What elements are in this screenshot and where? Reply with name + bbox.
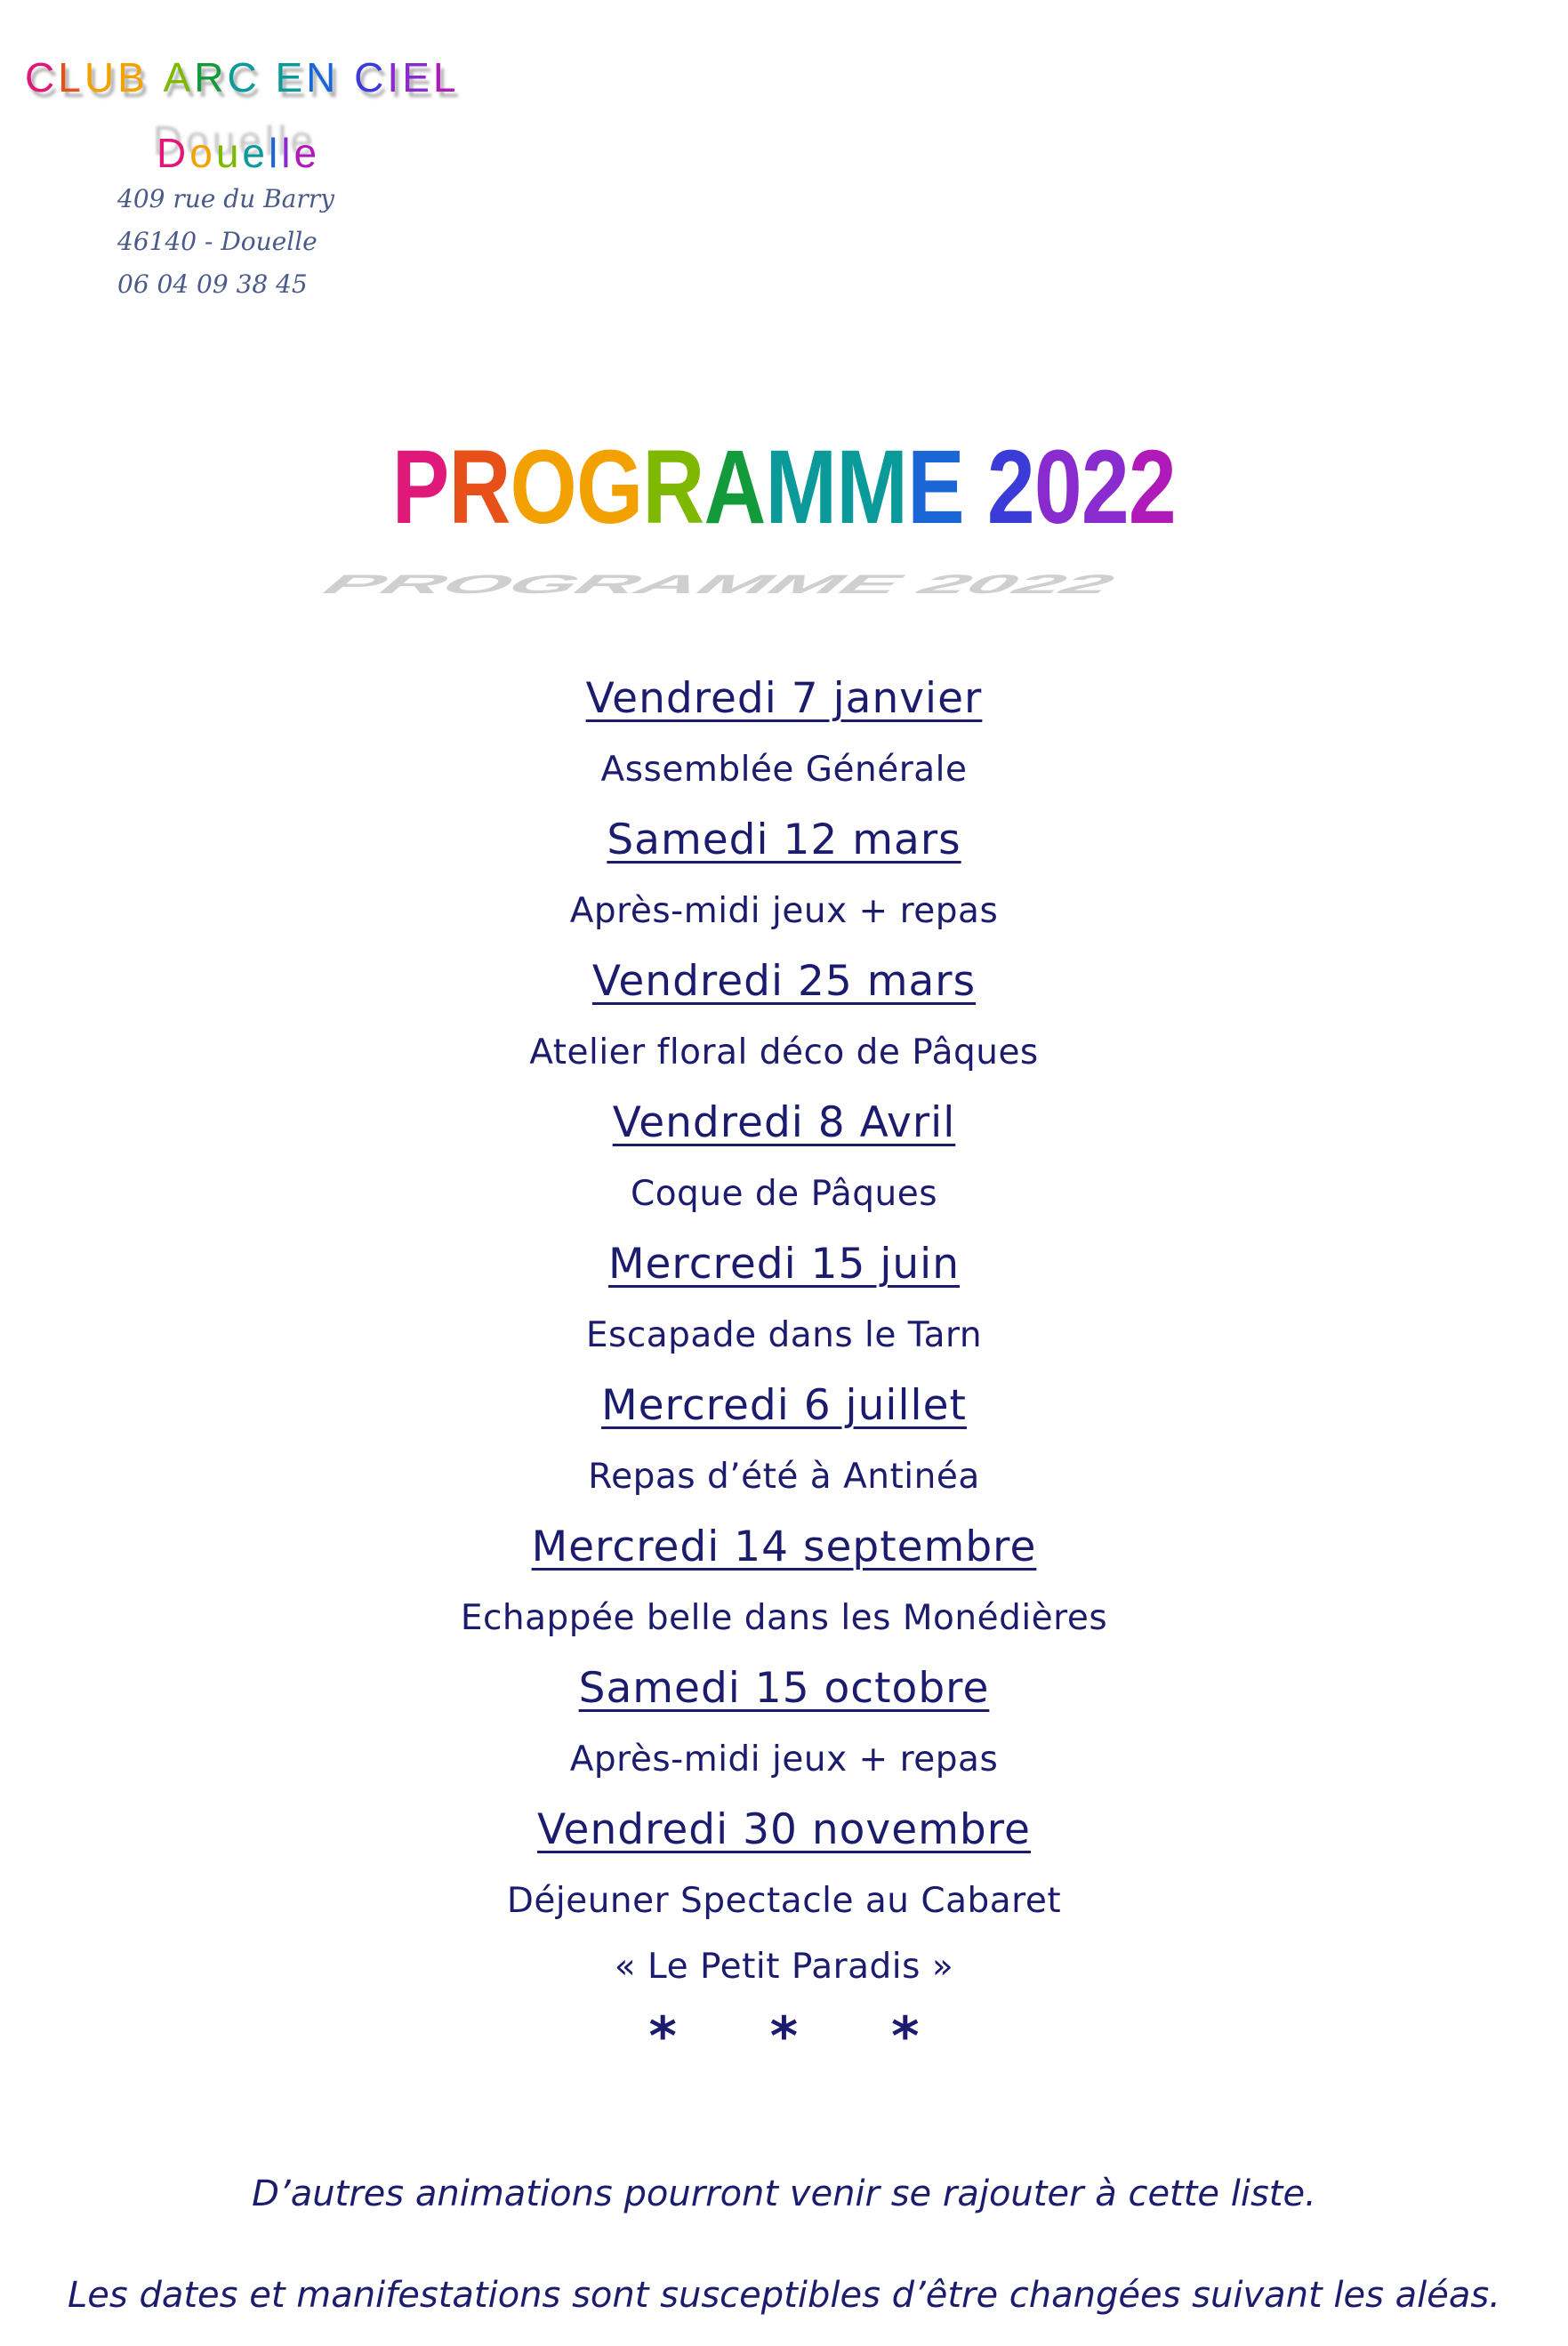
event-date: Samedi 12 mars [607, 815, 961, 864]
page-title-wrap [0, 427, 1568, 599]
event-item [0, 945, 1568, 1087]
page-title-shadow: PROGRAMME 2022 [310, 569, 1129, 599]
event-date: Vendredi 7 janvier [585, 674, 983, 723]
event-date: Mercredi 15 juin [607, 1240, 961, 1289]
page-title [310, 427, 1177, 599]
event-description: Atelier floral déco de Pâques [529, 1032, 1039, 1073]
event-description: Après-midi jeux + repas [569, 1739, 999, 1780]
event-date: Vendredi 25 mars [591, 957, 977, 1006]
address-street: 409 rue du Barry [117, 184, 334, 213]
event-item [0, 1652, 1568, 1794]
page-title-text: PROGRAMME 2022 [391, 429, 1177, 546]
footer-line-1: D’autres animations pourront venir se rajouter à cette liste. [252, 2173, 1316, 2214]
footer-note [0, 2143, 1568, 2346]
event-description: Coque de Pâques [630, 1174, 938, 1214]
event-date: Vendredi 8 Avril [612, 1098, 956, 1147]
event-item [0, 804, 1568, 945]
event-date: Samedi 15 octobre [578, 1664, 990, 1713]
event-item [0, 1794, 1568, 1999]
event-description: Repas d’été à Antinéa [588, 1457, 980, 1497]
address-phone: 06 04 09 38 45 [117, 269, 308, 299]
club-address [117, 178, 334, 306]
event-item [0, 663, 1568, 804]
event-description: Assemblée Générale [600, 750, 968, 790]
event-date: Vendredi 30 novembre [537, 1805, 1031, 1854]
event-description: Après-midi jeux + repas [569, 891, 999, 931]
event-description: Déjeuner Spectacle au Cabaret [506, 1881, 1062, 1921]
event-description: Escapade dans le Tarn [585, 1315, 983, 1355]
event-item [0, 1087, 1568, 1228]
footer-line-2: Les dates et manifestations sont susceptibles d’être changées suivant les aléas. [68, 2275, 1500, 2316]
event-description: Echappée belle dans les Monédières [460, 1598, 1108, 1638]
club-logo-name: CLUB ARC EN CIEL [25, 54, 460, 100]
separator-stars: * * * [648, 2005, 957, 2068]
events-list [0, 663, 1568, 2074]
event-date: Mercredi 14 septembre [531, 1522, 1037, 1571]
club-logo-town: Douelle [157, 130, 321, 176]
event-description-extra: « Le Petit Paradis » [614, 1947, 954, 1987]
event-item [0, 1511, 1568, 1652]
event-item [0, 1370, 1568, 1511]
event-date: Mercredi 6 juillet [601, 1381, 967, 1430]
address-city: 46140 - Douelle [117, 227, 318, 256]
event-item [0, 1228, 1568, 1370]
